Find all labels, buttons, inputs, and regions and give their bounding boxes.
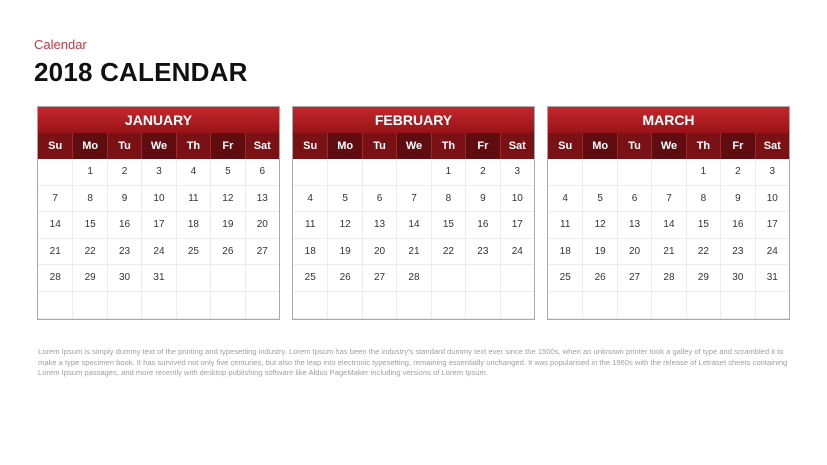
day-cell: 27 — [617, 265, 651, 292]
day-cell: 16 — [720, 212, 754, 239]
month-january — [37, 106, 280, 320]
day-cell — [431, 292, 465, 319]
day-cell: 24 — [141, 239, 175, 266]
day-cell: 18 — [176, 212, 210, 239]
day-cell — [293, 292, 327, 319]
weekday-label: Mo — [327, 133, 361, 159]
weekday-row — [548, 133, 789, 159]
day-cell — [465, 292, 499, 319]
day-cell: 13 — [362, 212, 396, 239]
day-cell: 26 — [210, 239, 244, 266]
day-cell — [431, 265, 465, 292]
day-cell: 23 — [720, 239, 754, 266]
weekday-row — [293, 133, 534, 159]
day-cell: 20 — [362, 239, 396, 266]
day-cell — [176, 265, 210, 292]
day-cell: 13 — [617, 212, 651, 239]
day-cell: 22 — [72, 239, 106, 266]
day-cell: 12 — [582, 212, 616, 239]
day-cell: 1 — [431, 159, 465, 186]
day-cell — [617, 292, 651, 319]
month-header: MARCH — [548, 107, 789, 133]
day-cell — [396, 159, 430, 186]
day-cell: 8 — [686, 186, 720, 213]
day-cell — [396, 292, 430, 319]
day-cell: 15 — [686, 212, 720, 239]
day-cell: 17 — [500, 212, 534, 239]
day-cell — [362, 292, 396, 319]
day-cell: 23 — [107, 239, 141, 266]
weekday-label: Tu — [617, 133, 651, 159]
day-cell: 28 — [38, 265, 72, 292]
day-cell: 13 — [245, 186, 279, 213]
weekday-label: Fr — [720, 133, 754, 159]
day-cell: 23 — [465, 239, 499, 266]
day-cell: 25 — [176, 239, 210, 266]
day-cell: 4 — [176, 159, 210, 186]
day-cell: 10 — [755, 186, 789, 213]
page-subtitle: Calendar — [34, 37, 87, 52]
day-cell — [245, 265, 279, 292]
day-cell: 3 — [500, 159, 534, 186]
day-cell: 15 — [431, 212, 465, 239]
day-cell: 21 — [38, 239, 72, 266]
day-cell: 4 — [293, 186, 327, 213]
day-cell: 24 — [755, 239, 789, 266]
weekday-label: We — [651, 133, 685, 159]
weekday-label: Su — [303, 140, 318, 152]
day-cell: 1 — [686, 159, 720, 186]
day-cell — [141, 292, 175, 319]
day-cell: 27 — [362, 265, 396, 292]
day-cell — [651, 159, 685, 186]
day-cell: 30 — [720, 265, 754, 292]
day-cell — [245, 292, 279, 319]
day-cell: 8 — [72, 186, 106, 213]
day-cell — [38, 292, 72, 319]
day-cell: 12 — [210, 186, 244, 213]
day-cell: 11 — [548, 212, 582, 239]
day-cell: 11 — [293, 212, 327, 239]
day-cell: 3 — [141, 159, 175, 186]
day-cell: 5 — [582, 186, 616, 213]
day-cell — [755, 292, 789, 319]
weekday-label: Mo — [72, 133, 106, 159]
day-cell — [548, 159, 582, 186]
day-cell — [107, 292, 141, 319]
day-cell — [465, 265, 499, 292]
day-cell: 3 — [755, 159, 789, 186]
weekday-label: Th — [686, 133, 720, 159]
day-cell — [582, 292, 616, 319]
day-cell — [327, 159, 361, 186]
day-cell — [548, 292, 582, 319]
day-cell: 11 — [176, 186, 210, 213]
day-cell: 9 — [720, 186, 754, 213]
day-cell — [362, 159, 396, 186]
day-cell: 28 — [396, 265, 430, 292]
calendar-months — [37, 106, 790, 320]
day-cell: 31 — [141, 265, 175, 292]
day-cell: 26 — [582, 265, 616, 292]
day-cell: 15 — [72, 212, 106, 239]
weekday-label: Th — [176, 133, 210, 159]
month-header: JANUARY — [38, 107, 279, 133]
weekday-label: Sat — [245, 133, 279, 159]
day-cell: 7 — [38, 186, 72, 213]
description-text: Lorem Ipsum is simply dummy text of the printing and typesetting industry. Lorem Ipsum has been the industry's standard dummy text ever since the 1500s, when an unknown printer took a galley of type and scrambled it to make a type specimen book. It has survived not only five centuries, but also the leap into electronic typesetting, remaining essentially unchanged. It was popularised in the 1960s with the release of Letraset sheets containing Lorem Ipsum passages, and more recently with desktop publishing software like Aldus PageMaker including versions of Lorem Ipsum. — [38, 347, 788, 378]
day-cell — [720, 292, 754, 319]
day-cell — [500, 292, 534, 319]
day-cell — [72, 292, 106, 319]
weekday-label: Mo — [582, 133, 616, 159]
day-cell: 26 — [327, 265, 361, 292]
weekday-label: Su — [558, 140, 573, 152]
day-cell: 6 — [617, 186, 651, 213]
day-cell: 25 — [548, 265, 582, 292]
day-cell — [686, 292, 720, 319]
day-cell: 27 — [245, 239, 279, 266]
weekday-label: Fr — [210, 133, 244, 159]
day-cell: 28 — [651, 265, 685, 292]
day-cell — [500, 265, 534, 292]
day-cell: 21 — [651, 239, 685, 266]
day-grid — [548, 159, 789, 319]
weekday-label: Th — [431, 133, 465, 159]
day-cell: 29 — [72, 265, 106, 292]
day-cell — [293, 159, 327, 186]
day-cell: 19 — [327, 239, 361, 266]
day-cell: 10 — [500, 186, 534, 213]
day-grid — [38, 159, 279, 319]
day-cell: 14 — [396, 212, 430, 239]
day-cell: 14 — [38, 212, 72, 239]
weekday-label: We — [396, 133, 430, 159]
weekday-row — [38, 133, 279, 159]
day-cell: 17 — [755, 212, 789, 239]
day-cell — [582, 159, 616, 186]
day-cell: 5 — [327, 186, 361, 213]
weekday-label: Tu — [362, 133, 396, 159]
day-cell: 4 — [548, 186, 582, 213]
day-cell — [176, 292, 210, 319]
day-cell — [651, 292, 685, 319]
weekday-label: Tu — [107, 133, 141, 159]
day-cell: 12 — [327, 212, 361, 239]
day-cell — [38, 159, 72, 186]
weekday-label: Su — [48, 140, 63, 152]
month-february — [292, 106, 535, 320]
day-cell: 2 — [107, 159, 141, 186]
day-cell: 9 — [465, 186, 499, 213]
day-cell: 18 — [293, 239, 327, 266]
day-cell: 25 — [293, 265, 327, 292]
day-cell: 8 — [431, 186, 465, 213]
weekday-label: We — [141, 133, 175, 159]
weekday-label: Fr — [465, 133, 499, 159]
day-cell — [327, 292, 361, 319]
day-cell: 2 — [720, 159, 754, 186]
day-cell: 29 — [686, 265, 720, 292]
day-cell: 22 — [431, 239, 465, 266]
day-cell: 1 — [72, 159, 106, 186]
month-march — [547, 106, 790, 320]
day-cell: 20 — [245, 212, 279, 239]
day-cell — [210, 292, 244, 319]
day-cell: 6 — [362, 186, 396, 213]
day-cell: 18 — [548, 239, 582, 266]
day-cell: 6 — [245, 159, 279, 186]
page-title: 2018 CALENDAR — [34, 57, 248, 87]
day-cell: 17 — [141, 212, 175, 239]
day-cell: 2 — [465, 159, 499, 186]
day-cell: 7 — [396, 186, 430, 213]
day-cell: 9 — [107, 186, 141, 213]
day-cell: 7 — [651, 186, 685, 213]
day-cell: 22 — [686, 239, 720, 266]
day-cell: 21 — [396, 239, 430, 266]
weekday-label: Sat — [500, 133, 534, 159]
day-cell: 31 — [755, 265, 789, 292]
day-grid — [293, 159, 534, 319]
day-cell: 5 — [210, 159, 244, 186]
day-cell: 16 — [107, 212, 141, 239]
day-cell — [617, 159, 651, 186]
day-cell: 20 — [617, 239, 651, 266]
day-cell — [210, 265, 244, 292]
day-cell: 30 — [107, 265, 141, 292]
day-cell: 16 — [465, 212, 499, 239]
day-cell: 14 — [651, 212, 685, 239]
day-cell: 19 — [210, 212, 244, 239]
day-cell: 24 — [500, 239, 534, 266]
day-cell: 10 — [141, 186, 175, 213]
month-header: FEBRUARY — [293, 107, 534, 133]
day-cell: 19 — [582, 239, 616, 266]
weekday-label: Sat — [755, 133, 789, 159]
